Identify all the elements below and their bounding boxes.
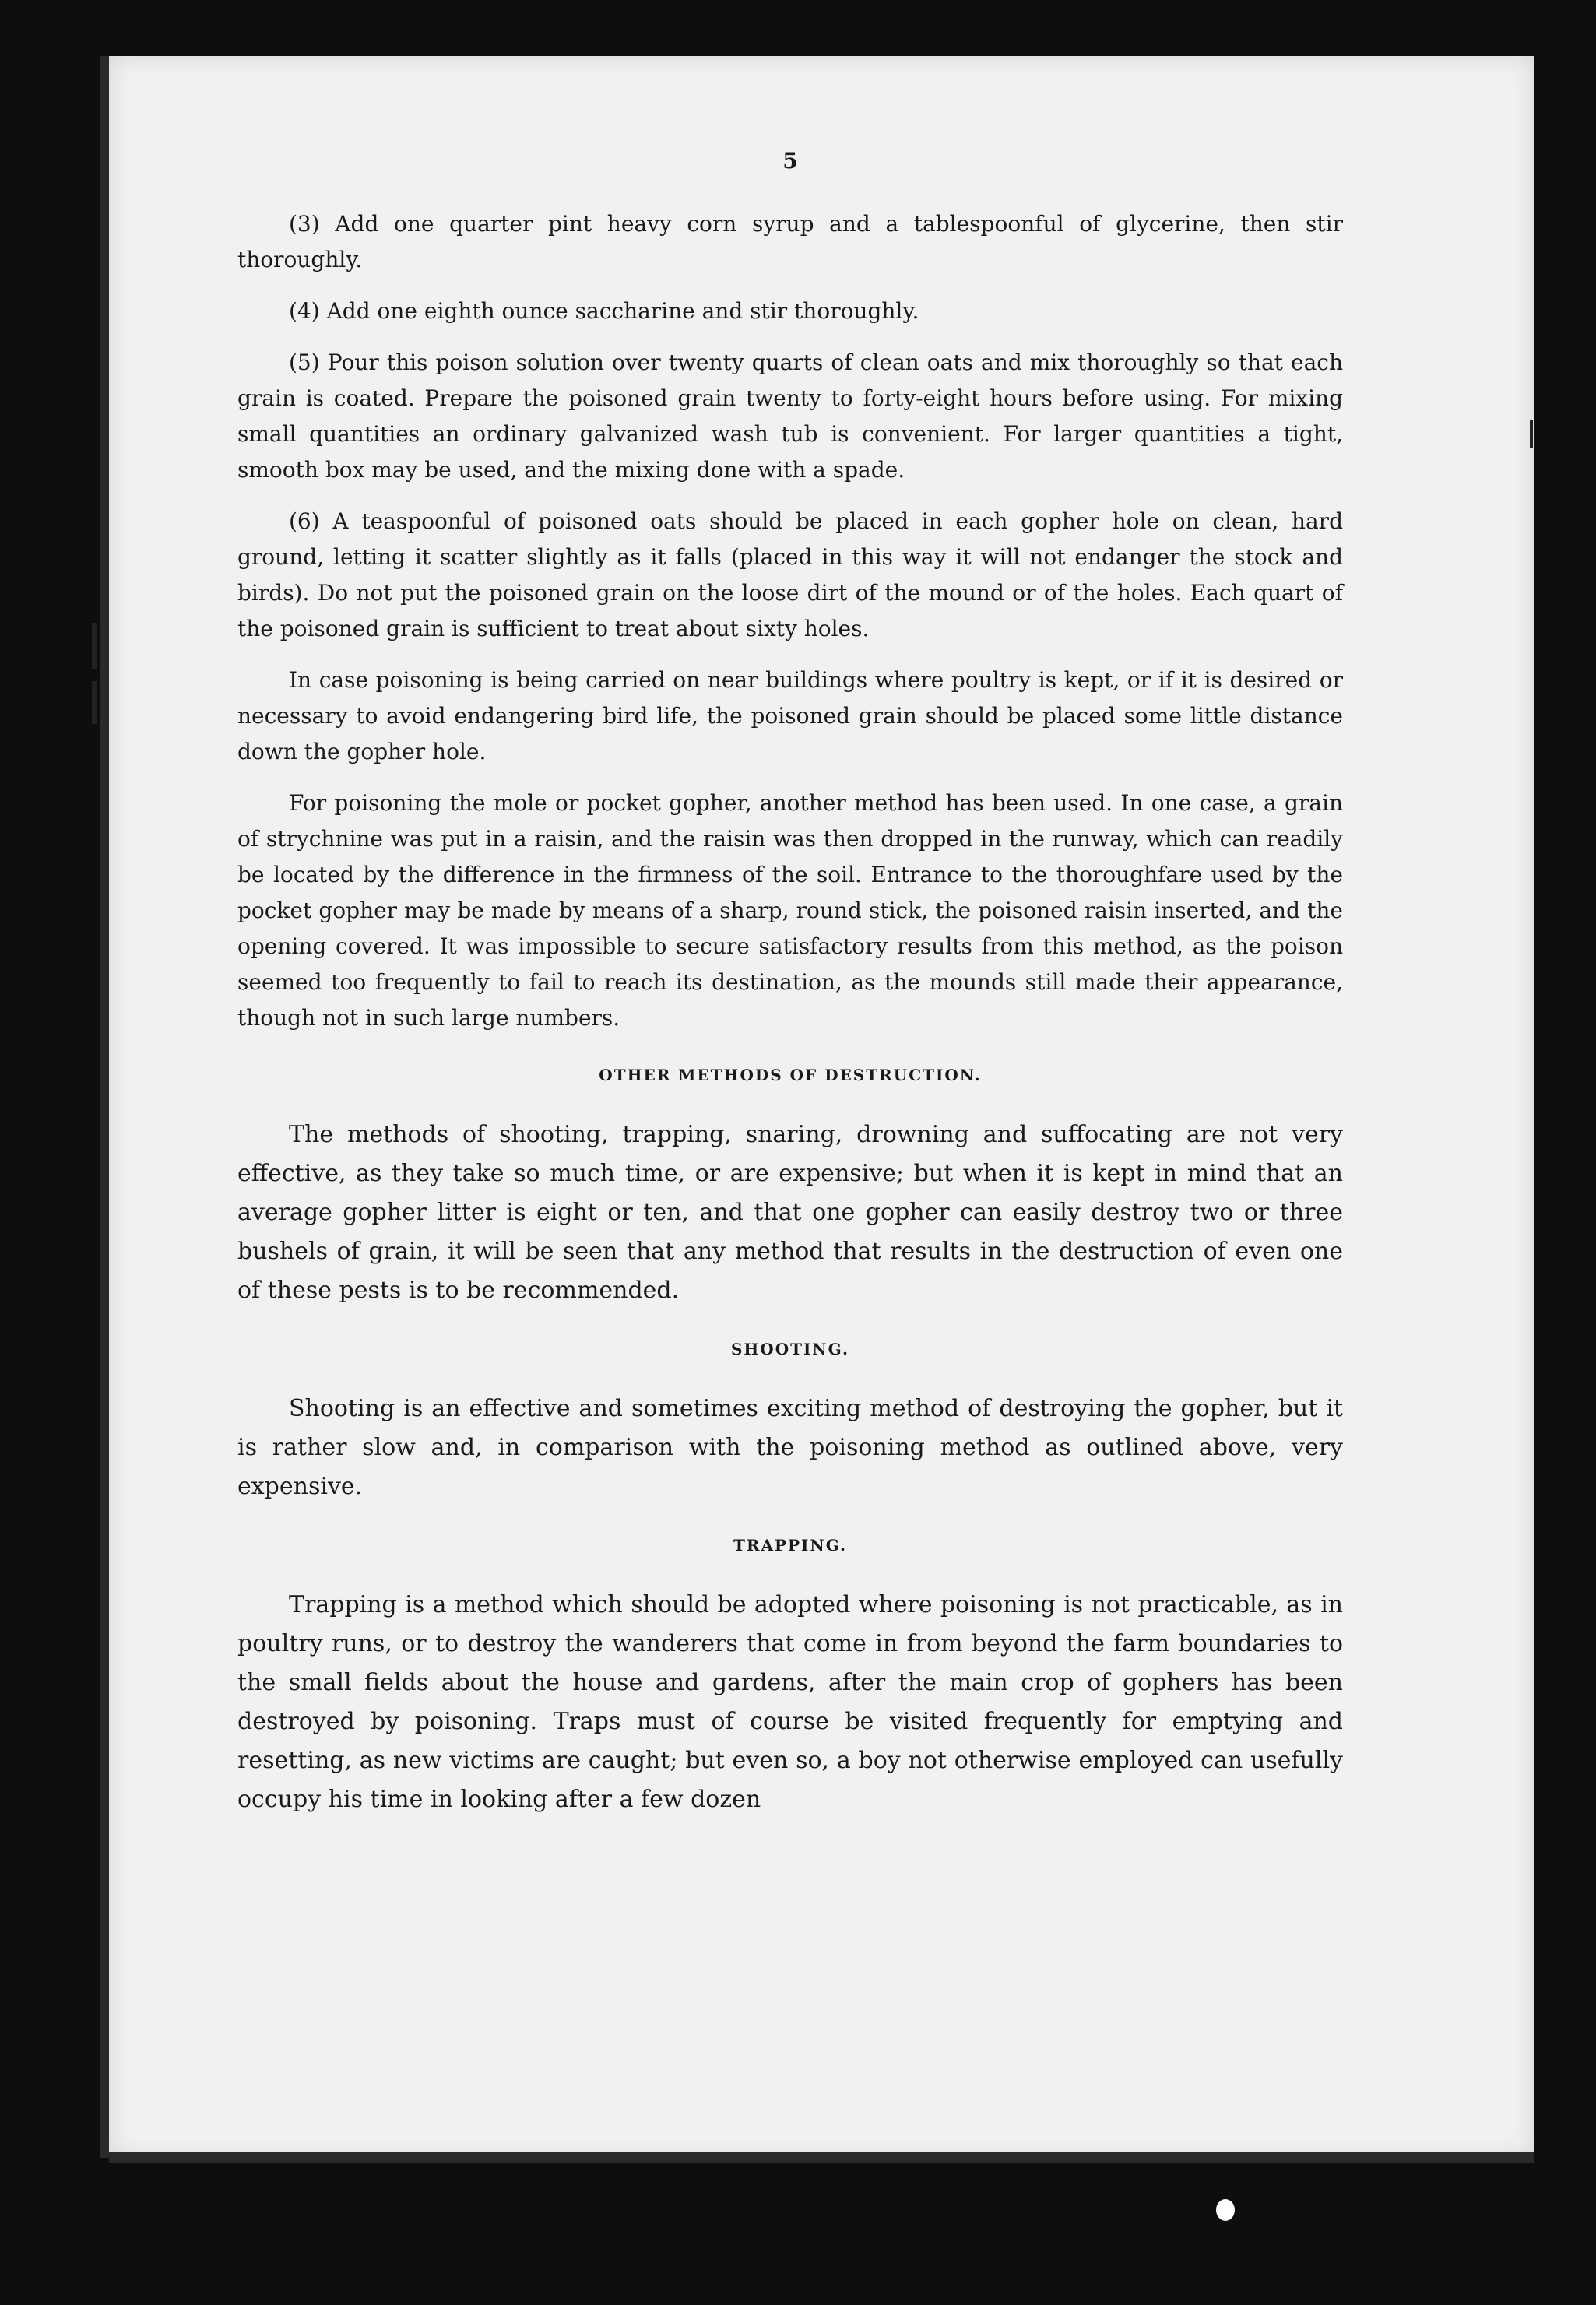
paragraph-step-5: (5) Pour this poison solution over twenty quarts of clean oats and mix thoroughly so that each grain is coated. Prepare the poisoned grain twenty to forty-eight hours before using. For mixing small quantities an ordinary galvanized wash tub is convenient. For larger quantities a tight, smooth box may be used, and the mixing done with a spade. <box>237 350 1343 483</box>
margin-mark <box>92 681 97 724</box>
bottom-page-edge <box>109 2152 1534 2163</box>
heading-trapping: TRAPPING. <box>733 1536 848 1555</box>
page-number: 5 <box>782 148 798 174</box>
margin-mark <box>92 623 97 669</box>
margin-mark <box>1530 420 1533 448</box>
paragraph-other-methods: The methods of shooting, trapping, snaring, drowning and suffocating are not very effective, as they take so much time, or are expensive; but when it is kept in mind that an average gopher litter is eight or ten, and that one gopher can easily destroy two or three bushels of grain, it will be seen that any method that results in the destruction of even one of these pests is to be recommended. <box>237 1121 1343 1304</box>
heading-other-methods: OTHER METHODS OF DESTRUCTION. <box>599 1066 982 1084</box>
paragraph-step-3: (3) Add one quarter pint heavy corn syrup and a tablespoonful of glycerine, then stir thoroughly. <box>237 211 1343 272</box>
page-content <box>237 148 1343 1838</box>
paragraph-trapping: Trapping is a method which should be adopted where poisoning is not practicable, as in poultry runs, or to destroy the wanderers that come in from beyond the farm boundaries to the small fields about the house and gardens, after the main crop of gophers has been destroyed by poisoning. Traps must of course be visited frequently for emptying and resetting, as new victims are caught; but even so, a boy not otherwise employed can usefully occupy his time in looking after a few dozen <box>237 1591 1343 1813</box>
paragraph-step-4: (4) Add one eighth ounce saccharine and stir thoroughly. <box>289 298 919 324</box>
paragraph-bird-life: In case poisoning is being carried on near buildings where poultry is kept, or if it is desired or necessary to avoid endangering bird life, the poisoned grain should be placed some little distance down the gopher hole. <box>237 667 1343 764</box>
scan-speck <box>1216 2199 1235 2221</box>
paragraph-step-6: (6) A teaspoonful of poisoned oats should be placed in each gopher hole on clean, hard ground, letting it scatter slightly as it falls (placed in this way it will not endanger the stock and birds). Do not put the poisoned grain on the loose dirt of the mound or of the holes. Each quart of the poisoned grain is sufficient to treat about sixty holes. <box>237 508 1343 641</box>
paragraph-shooting: Shooting is an effective and sometimes exciting method of destroying the gopher, but it is rather slow and, in comparison with the poisoning method as outlined above, very expensive. <box>237 1395 1343 1500</box>
heading-shooting: SHOOTING. <box>730 1340 850 1358</box>
paragraph-pocket-gopher: For poisoning the mole or pocket gopher, another method has been used. In one case, a grain of strychnine was put in a raisin, and the raisin was then dropped in the runway, which can readily be located by the difference in the firmness of the soil. Entrance to the thoroughfare used by the pocket gopher may be made by means of a sharp, round stick, the poisoned raisin inserted, and the opening covered. It was impossible to secure satisfactory results from this method, as the poison seemed too frequently to fail to reach its destination, as the mounds still made their appearance, though not in such large numbers. <box>237 790 1343 1031</box>
